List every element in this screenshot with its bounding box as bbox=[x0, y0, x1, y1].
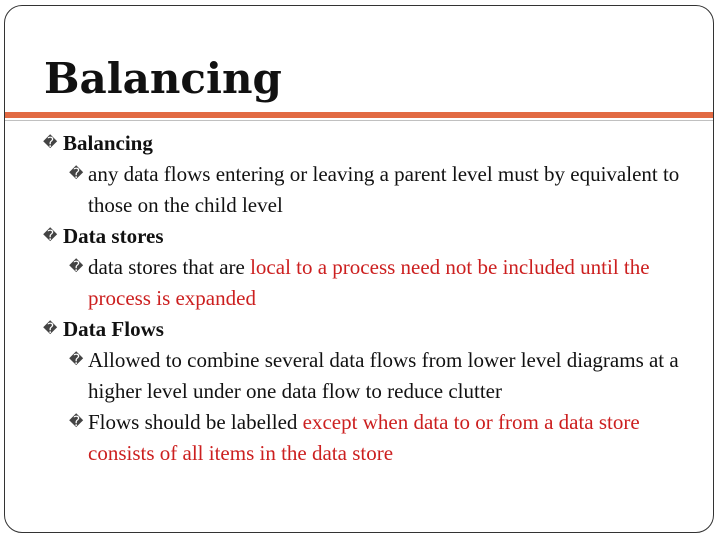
slide-title: Balancing bbox=[44, 54, 282, 103]
bullet-heading-text: Balancing bbox=[63, 131, 153, 155]
title-accent-bar bbox=[5, 112, 713, 118]
slide bbox=[4, 5, 714, 533]
sub-bullet-marker-icon: � bbox=[69, 167, 84, 182]
bullet-heading-data-flows bbox=[5, 314, 713, 345]
sub-bullet-text: any data flows entering or leaving a parent level must by equivalent to those on the child level bbox=[88, 162, 680, 217]
title-underline bbox=[5, 120, 713, 121]
sub-bullet-text: data stores that are bbox=[88, 255, 251, 279]
bullet-heading-text: Data stores bbox=[63, 224, 164, 248]
sub-bullet-data-stores-rule bbox=[5, 252, 713, 314]
sub-bullet-marker-icon: � bbox=[69, 415, 84, 430]
sub-bullet-combine-flows bbox=[5, 345, 713, 407]
bullet-marker-icon: � bbox=[43, 322, 58, 337]
bullet-marker-icon: � bbox=[43, 136, 58, 151]
sub-bullet-text: Allowed to combine several data flows from lower level diagrams at a higher level under one data flow to reduce clutter bbox=[88, 348, 679, 403]
sub-bullet-marker-icon: � bbox=[69, 353, 84, 368]
bullet-heading-text: Data Flows bbox=[63, 317, 164, 341]
sub-bullet-marker-icon: � bbox=[69, 260, 84, 275]
sub-bullet-highlight-text: except when data to or from a data store consists of all items in the data store bbox=[88, 410, 640, 465]
sub-bullet-balancing-rule bbox=[5, 159, 713, 221]
sub-bullet-text: Flows should be labelled bbox=[88, 410, 303, 434]
bullet-marker-icon: � bbox=[43, 229, 58, 244]
sub-bullet-label-flows bbox=[5, 407, 713, 469]
bullet-heading-balancing bbox=[5, 128, 713, 159]
bullet-heading-data-stores bbox=[5, 221, 713, 252]
bullet-list bbox=[5, 128, 713, 469]
sub-bullet-highlight-text: local to a process need not be included until the process is expanded bbox=[88, 255, 650, 310]
